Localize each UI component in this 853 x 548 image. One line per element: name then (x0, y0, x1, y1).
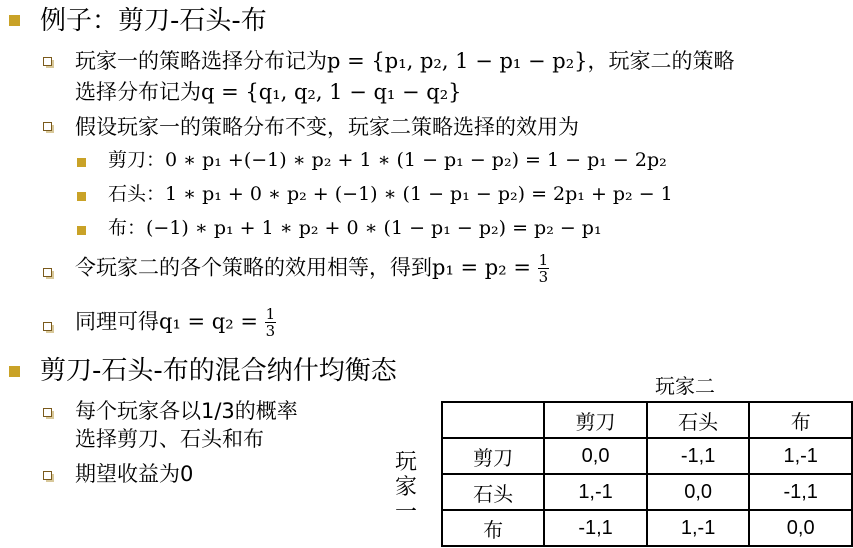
payoff-cell: -1,1 (544, 510, 647, 546)
row-player-label (393, 450, 419, 525)
row-player-char: 玩 (394, 450, 417, 475)
subpoint-text (75, 48, 735, 74)
subpoint-bullet (43, 408, 52, 417)
payoff-cell: -1,1 (647, 438, 750, 474)
item-bullet (77, 226, 86, 235)
payoff-cell: -1,1 (749, 474, 852, 510)
subpoint-text: 期望收益为0 (75, 462, 194, 486)
subpoint-text-continued (75, 79, 462, 105)
formula: 1 ∗ p₁ + 0 ∗ p₂ + (−1) ∗ (1 − p₁ − p₂) = 2p₁ + p₂ − 1 (165, 183, 673, 205)
item-label: 剪刀： (108, 149, 166, 171)
row-player-char: 家 (394, 475, 417, 500)
subpoint-label: 同理可得 (75, 309, 159, 334)
formula: p₁ = p₂ = (432, 255, 531, 280)
fraction-denominator: 3 (538, 268, 549, 286)
subpoint-text: 每个玩家各以1/3的概率 (75, 399, 298, 423)
row-player-char: 一 (394, 500, 417, 525)
formula: p = {p₁, p₂, 1 − p₁ − p₂} (327, 49, 588, 73)
subpoint-text (75, 252, 549, 285)
payoff-matrix (441, 401, 853, 547)
fraction (265, 306, 277, 339)
row-header: 剪刀 (442, 438, 544, 474)
subpoint-label: 玩家一的策略选择分布记为 (75, 49, 327, 73)
item-bullet (77, 192, 86, 201)
payoff-cell: 1,-1 (749, 438, 852, 474)
column-player-label: 玩家二 (655, 374, 715, 398)
subpoint-bullet (43, 122, 52, 131)
column-header: 布 (749, 402, 852, 438)
item-label: 布： (108, 217, 147, 239)
payoff-cell: 0,0 (749, 510, 852, 546)
section-title: 例子：剪刀-石头-布 (40, 6, 267, 36)
table-row (442, 438, 852, 474)
row-header: 石头 (442, 474, 544, 510)
subpoint-bullet (43, 471, 52, 480)
utility-item-rock (108, 182, 673, 206)
subpoint-bullet (43, 322, 52, 331)
fraction-numerator: 1 (265, 305, 276, 323)
table-row (442, 510, 852, 546)
subpoint-label: ，玩家二的策略 (587, 49, 735, 73)
section-bullet (9, 366, 20, 377)
subpoint-bullet (43, 57, 52, 66)
row-header: 布 (442, 510, 544, 546)
subpoint-text: 假设玩家一的策略分布不变，玩家二策略选择的效用为 (75, 115, 579, 139)
formula: (−1) ∗ p₁ + 1 ∗ p₂ + 0 ∗ (1 − p₁ − p₂) = p₂ − p₁ (146, 217, 602, 239)
fraction-numerator: 1 (538, 251, 549, 269)
utility-item-scissors (108, 148, 667, 172)
table-corner-cell (442, 402, 544, 438)
formula: q = {q₁, q₂, 1 − q₁ − q₂} (201, 80, 462, 104)
fraction (538, 252, 550, 285)
item-bullet (77, 158, 86, 167)
subpoint-bullet (43, 268, 52, 277)
section-title: 剪刀-石头-布的混合纳什均衡态 (40, 356, 397, 386)
subpoint-text (75, 306, 276, 339)
formula: 0 ∗ p₁ +(−1) ∗ p₂ + 1 ∗ (1 − p₁ − p₂) = 1 − p₁ − 2p₂ (165, 149, 667, 171)
formula: q₁ = q₂ = (159, 309, 258, 334)
fraction-denominator: 3 (265, 322, 276, 340)
table-row (442, 474, 852, 510)
subpoint-label: 令玩家二的各个策略的效用相等，得到 (75, 255, 432, 280)
column-header: 石头 (647, 402, 750, 438)
payoff-cell: 0,0 (544, 438, 647, 474)
payoff-cell: 1,-1 (647, 510, 750, 546)
utility-item-paper (108, 216, 602, 240)
column-header: 剪刀 (544, 402, 647, 438)
payoff-cell: 1,-1 (544, 474, 647, 510)
item-label: 石头： (108, 183, 166, 205)
subpoint-text-continued: 选择剪刀、石头和布 (75, 427, 264, 451)
payoff-cell: 0,0 (647, 474, 750, 510)
section-bullet (9, 15, 20, 26)
table-header-row (442, 402, 852, 438)
subpoint-label: 选择分布记为 (75, 80, 201, 104)
